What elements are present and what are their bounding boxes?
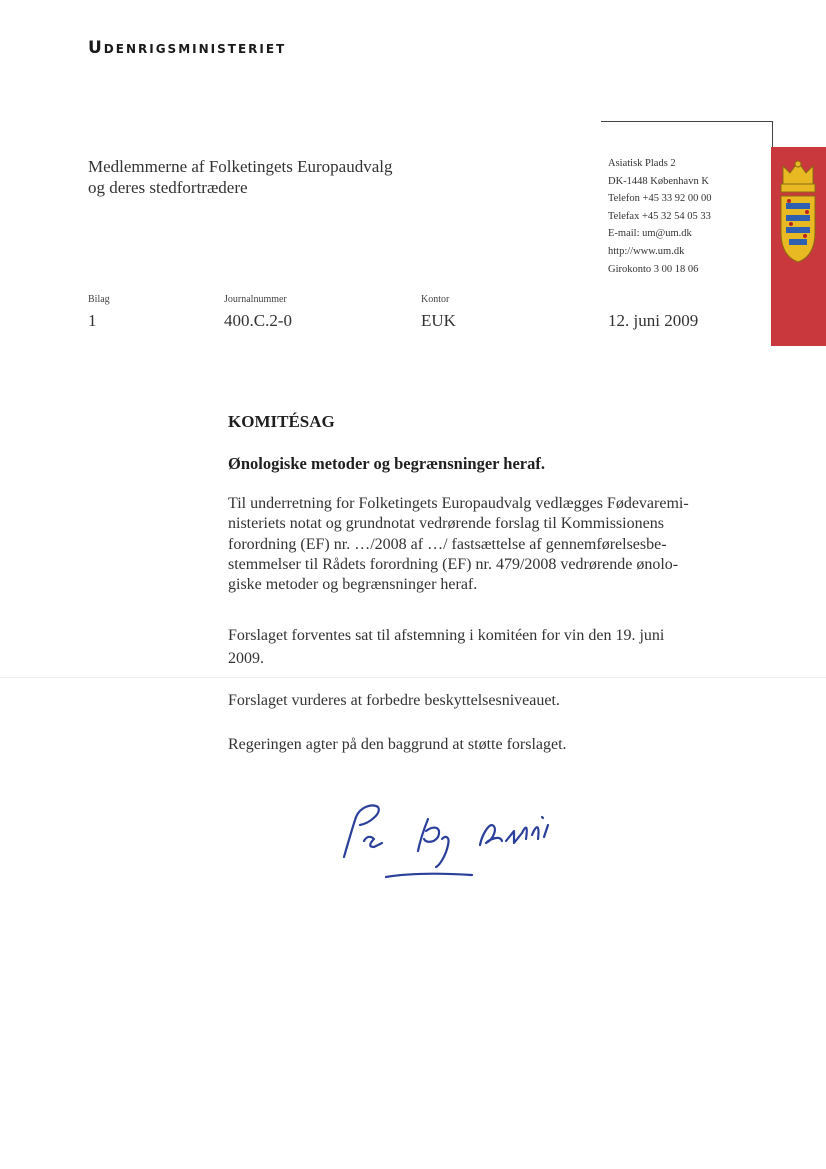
paragraph-line: 2009. [228,650,264,667]
recipient-block [88,156,393,198]
fax-line: Telefax +45 32 54 05 33 [608,210,711,222]
paragraph-line: stemmelser til Rådets forordning (EF) nr. 479/2008 vedrørende ønolo- [228,555,679,573]
paragraph-line: giske metoder og begrænsninger heraf. [228,576,478,594]
address-rule-vertical [772,121,773,148]
journal-label: Journalnummer [224,294,287,305]
phone-line: Telefon +45 33 92 00 00 [608,193,712,205]
bilag-value: 1 [88,311,97,330]
paragraph-4: Regeringen agter på den baggrund at støtte forslaget. [228,736,567,753]
address-line: DK-1448 København K [608,175,709,187]
paragraph-line: nisteriets notat og grundnotat vedrørende forslag til Kommissionens [228,515,664,533]
page-fold-line [0,677,826,678]
recipient-line: Medlemmerne af Folketingets Europaudvalg [88,157,393,176]
paragraph-line: Til underretning for Folketingets Europaudvalg vedlægges Fødevaremi- [228,495,689,512]
email-line: E-mail: um@um.dk [608,228,692,240]
giro-line: Girokonto 3 00 18 06 [608,263,699,275]
paragraph-3: Forslaget vurderes at forbedre beskyttelsesniveauet. [228,692,560,709]
royal-crest-icon [777,160,819,264]
paragraph-line: Forslaget forventes sat til afstemning i komitéen for vin den 19. juni [228,627,665,644]
kontor-value: EUK [421,311,456,330]
ministry-name: Udenrigsministeriet [88,38,287,58]
address-line: Asiatisk Plads 2 [608,158,676,169]
address-rule [601,121,773,122]
kontor-label: Kontor [421,294,450,305]
letter-date: 12. juni 2009 [608,311,699,330]
letter-heading: KOMITÉSAG [228,412,335,431]
recipient-line: og deres stedfortrædere [88,178,248,197]
paragraph-2 [228,624,738,670]
website-line: http://www.um.dk [608,245,685,257]
bilag-label: Bilag [88,294,110,305]
letter-subject: Ønologiske metoder og begrænsninger heraf. [228,454,546,473]
sender-address [608,155,711,278]
handwritten-signature [330,795,570,887]
paragraph-line: forordning (EF) nr. …/2008 af …/ fastsættelse af gennemførelsesbe- [228,535,667,553]
paragraph-1 [228,494,738,595]
journal-value: 400.C.2-0 [224,311,292,330]
